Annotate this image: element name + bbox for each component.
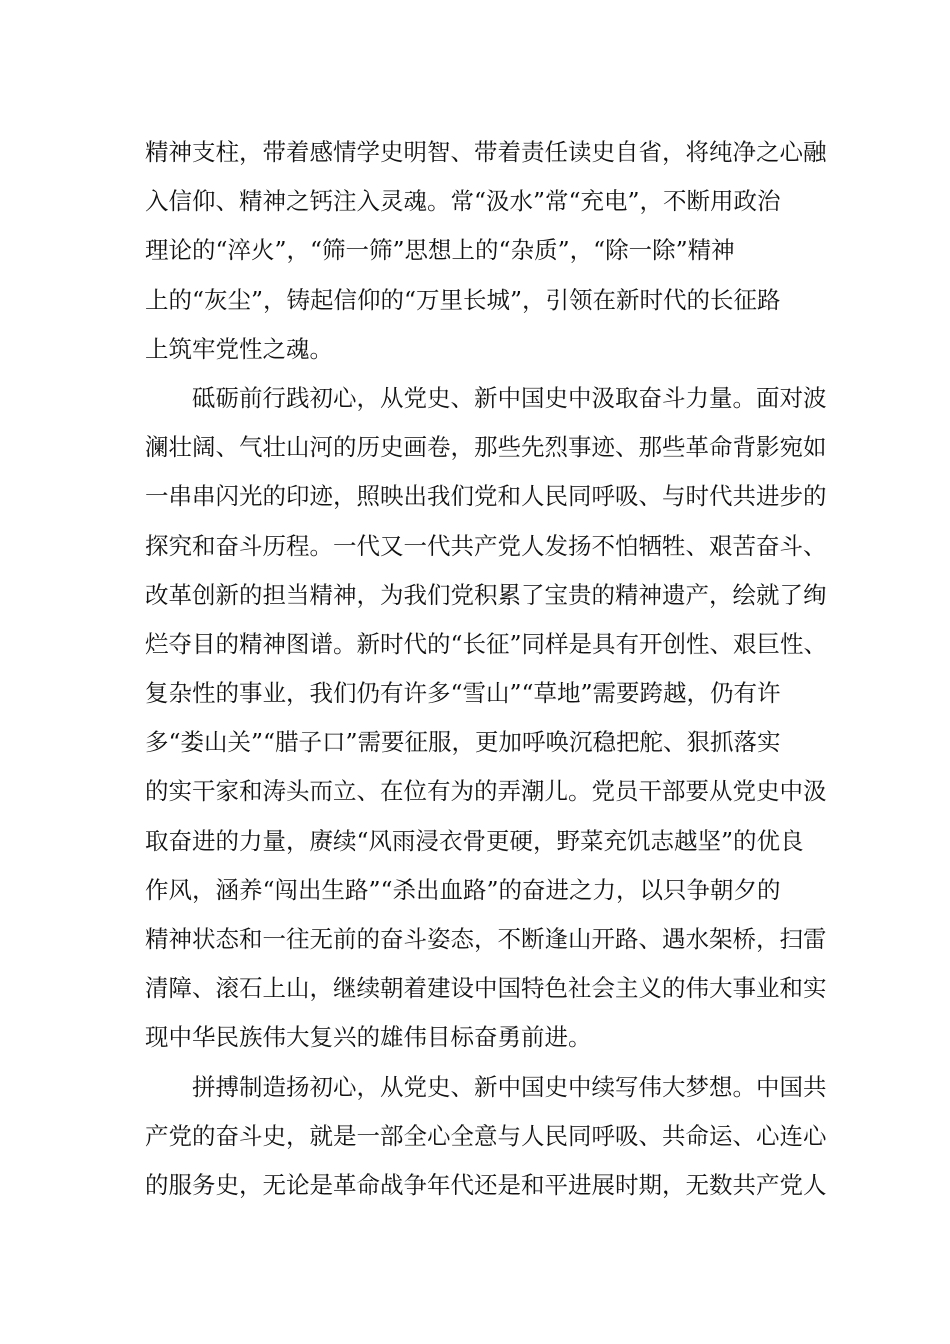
text-line: 探究和奋斗历程。一代又一代共产党人发扬不怕牺牲、艰苦奋斗、 xyxy=(145,531,827,560)
text-line: 的服务史，无论是革命战争年代还是和平进展时期，无数共产党人 xyxy=(145,1170,827,1199)
text-line: 入信仰、精神之钙注入灵魂。常“汲水”常“充电”，不断用政治 xyxy=(145,187,781,216)
text-line: 拼搏制造扬初心，从党史、新中国史中续写伟大梦想。中国共 xyxy=(192,1072,827,1101)
text-line: 一串串闪光的印迹，照映出我们党和人民同呼吸、与时代共进步的 xyxy=(145,482,827,511)
text-line: 复杂性的事业，我们仍有许多“雪山”“草地”需要跨越，仍有许 xyxy=(145,679,781,708)
text-line: 改革创新的担当精神，为我们党积累了宝贵的精神遗产，绘就了绚 xyxy=(145,580,827,609)
text-line: 产党的奋斗史，就是一部全心全意与人民同呼吸、共命运、心连心 xyxy=(145,1121,827,1150)
text-line: 多“娄山关”“腊子口”需要征服，更加呼唤沉稳把舵、狠抓落实 xyxy=(145,728,781,757)
text-line: 作风，涵养“闯出生路”“杀出血路”的奋进之力，以只争朝夕的 xyxy=(145,875,781,904)
text-line: 精神状态和一往无前的奋斗姿态，不断逢山开路、遇水架桥，扫雷 xyxy=(145,925,827,953)
text-line: 现中华民族伟大复兴的雄伟目标奋勇前进。 xyxy=(145,1023,592,1052)
text-line: 澜壮阔、气壮山河的历史画卷，那些先烈事迹、那些革命背影宛如 xyxy=(145,433,827,462)
text-line: 取奋进的力量，赓续“风雨浸衣骨更硬，野菜充饥志越坚”的优良 xyxy=(145,826,804,855)
text-line: 清障、滚石上山，继续朝着建设中国特色社会主义的伟大事业和实 xyxy=(145,974,827,1003)
text-line: 理论的“淬火”，“筛一筛”思想上的“杂质”，“除一除”精神 xyxy=(145,236,735,265)
text-line: 上的“灰尘”，铸起信仰的“万里长城”，引领在新时代的长征路 xyxy=(145,285,781,314)
text-line: 精神支柱，带着感情学史明智、带着责任读史自省，将纯净之心融 xyxy=(145,138,827,166)
text-line: 的实干家和涛头而立、在位有为的弄潮儿。党员干部要从党史中汲 xyxy=(145,777,827,806)
text-line: 上筑牢党性之魂。 xyxy=(145,334,333,363)
body-text xyxy=(145,128,835,1210)
text-line: 砥砺前行践初心，从党史、新中国史中汲取奋斗力量。面对波 xyxy=(192,383,827,412)
text-line: 烂夺目的精神图谱。新时代的“长征”同样是具有开创性、艰巨性、 xyxy=(145,629,828,658)
